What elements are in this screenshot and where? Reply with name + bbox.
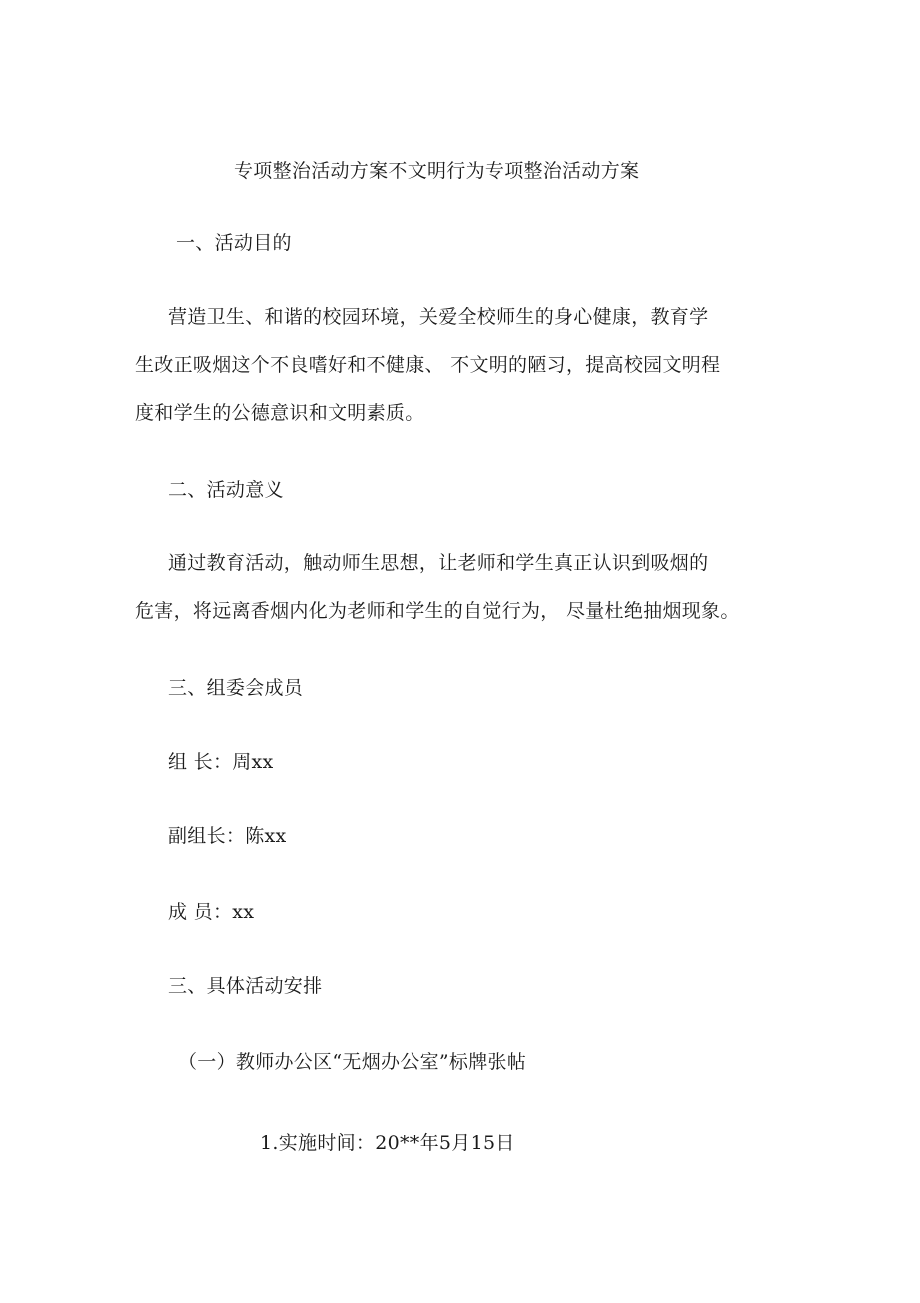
section-heading-committee: 三、组委会成员 bbox=[168, 677, 304, 699]
significance-paragraph-line-2: 危害，将远离香烟内化为老师和学生的自觉行为， 尽量杜绝抽烟现象。 bbox=[135, 600, 740, 622]
document-title: 专项整治活动方案不文明行为专项整治活动方案 bbox=[234, 160, 640, 182]
purpose-paragraph-line-1: 营造卫生、和谐的校园环境，关爱全校师生的身心健康，教育学 bbox=[168, 306, 709, 328]
arrangement-subheading: （一）教师办公区“无烟办公室”标牌张帖 bbox=[178, 1051, 527, 1073]
purpose-paragraph-line-2: 生改正吸烟这个不良嗜好和不健康、 不文明的陋习，提高校园文明程 bbox=[135, 354, 721, 376]
section-heading-purpose: 一、活动目的 bbox=[176, 232, 292, 254]
committee-leader: 组 长：周xx bbox=[168, 751, 274, 773]
arrangement-item-time: 1.实施时间：20**年5月15日 bbox=[260, 1132, 515, 1154]
committee-members: 成 员：xx bbox=[168, 901, 255, 923]
committee-deputy-leader: 副组长：陈xx bbox=[168, 825, 287, 847]
section-heading-significance: 二、活动意义 bbox=[168, 479, 284, 501]
purpose-paragraph-line-3: 度和学生的公德意识和文明素质。 bbox=[135, 402, 425, 424]
significance-paragraph-line-1: 通过教育活动，触动师生思想，让老师和学生真正认识到吸烟的 bbox=[168, 552, 709, 574]
section-heading-arrangement: 三、具体活动安排 bbox=[168, 975, 323, 997]
